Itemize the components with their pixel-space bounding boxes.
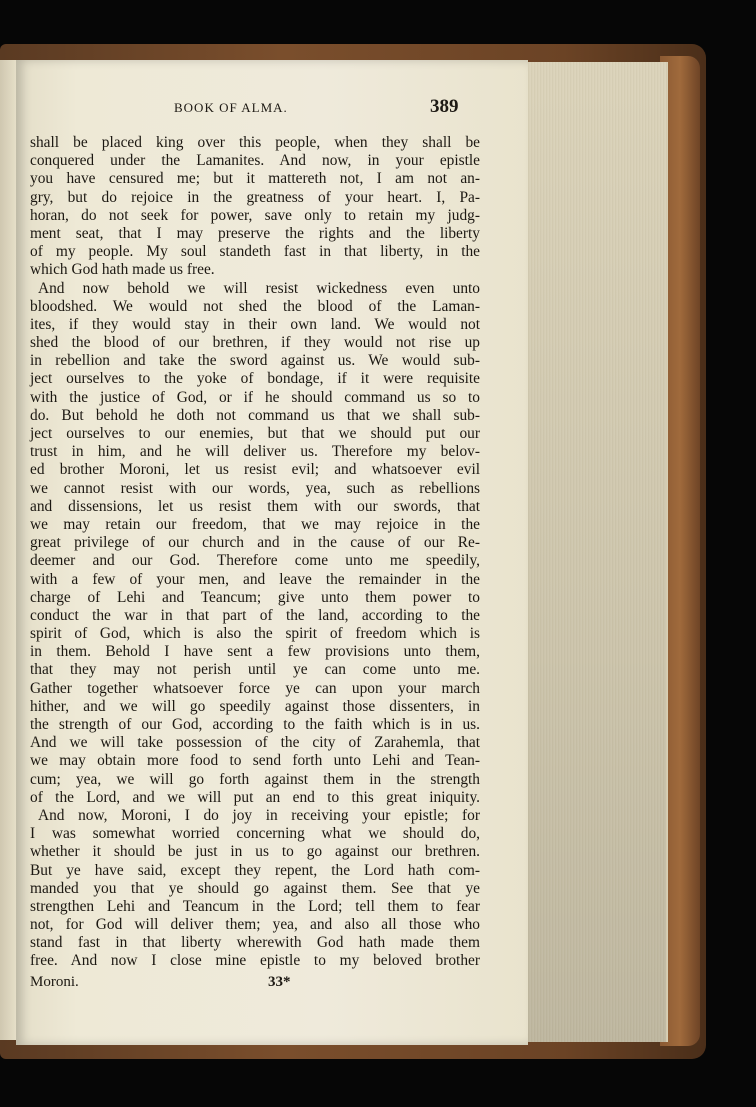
text-line: ites, if they would stay in their own land. We would not bbox=[30, 315, 480, 333]
text-line: in them. Behold I have sent a few provisions unto them, bbox=[30, 643, 480, 661]
text-line: free. And now I close mine epistle to my beloved brother bbox=[30, 952, 480, 970]
text-line: stand fast in that liberty wherewith God hath made them bbox=[30, 934, 480, 952]
text-line: which God hath made us free. bbox=[30, 261, 215, 279]
signature-mark: 33* bbox=[268, 974, 291, 990]
running-head-title: BOOK OF ALMA. bbox=[174, 100, 288, 115]
paragraph-start-line: And now behold we will resist wickedness even unto bbox=[38, 279, 480, 297]
text-line: shed the blood of our brethren, if they would not rise up bbox=[30, 334, 480, 352]
facing-page-edge bbox=[0, 60, 16, 1040]
text-line: conduct the war in that part of the land, according to the bbox=[30, 606, 480, 624]
page-number: 389 bbox=[430, 96, 459, 117]
text-line: with the justice of God, or if he should command us so to bbox=[30, 388, 480, 406]
text-line: shall be placed king over this people, when they shall be bbox=[30, 134, 480, 151]
text-line: But ye have said, except they repent, the Lord hath com- bbox=[30, 861, 480, 879]
text-line: that they may not perish until ye can come unto me. bbox=[30, 661, 480, 679]
text-line: we may obtain more food to send forth unto Lehi and Tean- bbox=[30, 752, 480, 770]
text-line: conquered under the Lamanites. And now, in your epistle bbox=[30, 152, 480, 170]
text-line: in rebellion and take the sword against us. We would sub- bbox=[30, 352, 480, 370]
text-line: And we will take possession of the city of Zarahemla, that bbox=[30, 734, 480, 752]
text-line: with a few of your men, and leave the remainder in the bbox=[30, 570, 480, 588]
text-line: deemer and our God. Therefore come unto me speedily, bbox=[30, 552, 480, 570]
text-line: we cannot resist with our words, yea, such as rebellions bbox=[30, 479, 480, 497]
text-line: strengthen Lehi and Teancum in the Lord; tell them to fear bbox=[30, 897, 480, 915]
text-line: gry, but do rejoice in the greatness of your heart. I, Pa- bbox=[30, 188, 480, 206]
text-line: not, for God will deliver them; yea, and also all those who bbox=[30, 916, 480, 934]
text-line: ment seat, that I may preserve the rights and the liberty bbox=[30, 224, 480, 242]
text-line: horan, do not seek for power, save only to retain my judg- bbox=[30, 206, 480, 224]
text-line: manded you that ye should go against them. See that ye bbox=[30, 879, 480, 897]
text-line: charge of Lehi and Teancum; give unto them power to bbox=[30, 588, 480, 606]
text-line: I was somewhat worried concerning what we should do, bbox=[30, 825, 480, 843]
book-page bbox=[16, 60, 528, 1045]
text-line: Gather together whatsoever force ye can upon your march bbox=[30, 679, 480, 697]
text-line: of my people. My soul standeth fast in that liberty, in the bbox=[30, 243, 480, 261]
text-line: ject ourselves to the yoke of bondage, if it were requisite bbox=[30, 370, 480, 388]
text-line: trust in him, and he will deliver us. Therefore my belov- bbox=[30, 443, 480, 461]
text-line: ject ourselves to our enemies, but that we should put our bbox=[30, 425, 480, 442]
text-line: bloodshed. We would not shed the blood of the Laman- bbox=[30, 297, 480, 315]
text-line: cum; yea, we will go forth against them in the strength bbox=[30, 770, 480, 788]
text-line: great privilege of our church and in the cause of our Re- bbox=[30, 534, 480, 552]
text-line: the strength of our God, according to the faith which is in us. bbox=[30, 716, 480, 733]
text-line: do. But behold he doth not command us that we shall sub- bbox=[30, 406, 480, 424]
text-line: and dissensions, let us resist them with our swords, that bbox=[30, 497, 480, 515]
fore-edge-shading bbox=[526, 62, 666, 1042]
text-line: you have censured me; but it mattereth not, I am not an- bbox=[30, 170, 480, 188]
paragraph-start-line: And now, Moroni, I do joy in receiving your epistle; for bbox=[38, 806, 480, 824]
body-text bbox=[30, 134, 480, 971]
text-line: whether it should be just in us to go against our brethren. bbox=[30, 843, 480, 861]
text-line: ed brother Moroni, let us resist evil; and whatsoever evil bbox=[30, 461, 480, 479]
footer-last-word: Moroni. bbox=[30, 974, 79, 990]
text-line: we may retain our freedom, that we may rejoice in the bbox=[30, 515, 480, 533]
text-line: hither, and we will go speedily against those dissenters, in bbox=[30, 697, 480, 715]
text-line: of the Lord, and we will put an end to this great iniquity. bbox=[30, 788, 480, 806]
text-line: spirit of God, which is also the spirit of freedom which is bbox=[30, 625, 480, 643]
